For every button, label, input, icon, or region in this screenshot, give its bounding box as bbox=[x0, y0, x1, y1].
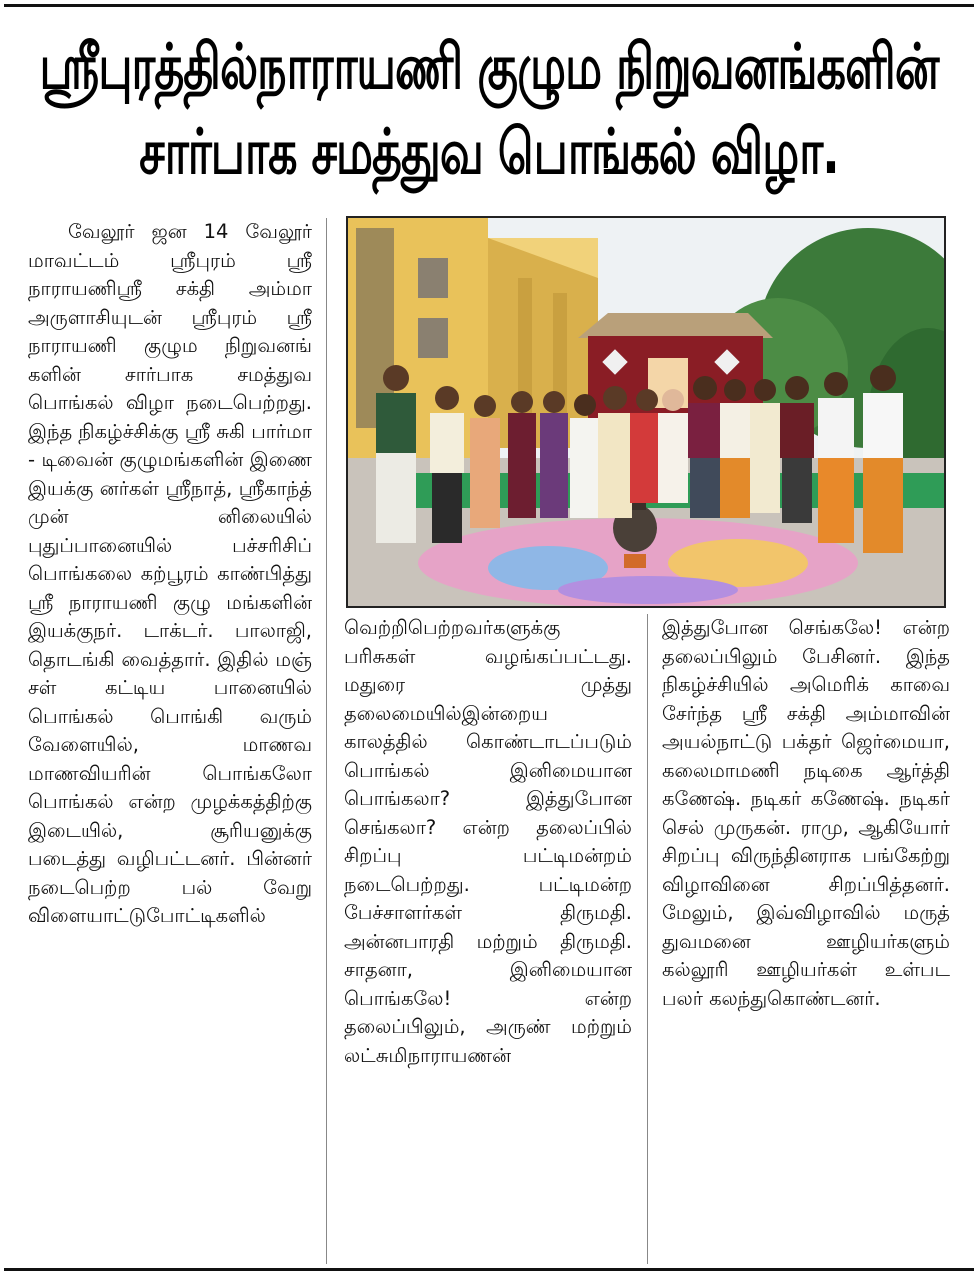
column-1-text: வேலூர் ஜன 14 வேலூர் மாவட்டம் ஸ்ரீபுரம் ஸ்ரீ நாராயணிஸ்ரீ சக்தி அம்மா அருளாசியுடன் ஸ்ரீபுரம் ஸ்ரீ நாராயணி குழும நிறுவனங் களின் சார்பாக சமத்துவ பொங்கல் விழா நடைபெற்றது. இந்த நிகழ்ச்சிக்கு ஸ்ரீ சுகி பார்மா - டிவைன் குழுமங்களின் இணை இயக்கு னர்கள் ஸ்ரீநாத், ஸ்ரீகாந்த் முன் னிலையில் புதுப்பானையில் பச்சரிசிப் பொங்கலை கற்பூரம் காண்பித்து ஸ்ரீ நாராயணி குழு மங்களின் இயக்குநர். டாக்டர். பாலாஜி, தொடங்கி வைத்தார். இதில் மஞ் சள் கட்டிய பானையில் பொங்கல் பொங்கி வரும் வேளையில், மாணவ மாணவியரின் பொங்கலோ பொங்கல் என்ற முழக்கத்திற்கு இடையில், சூரியனுக்கு படைத்து வழிபட்டனர். பின்னர் நடைபெற்ற பல் வேறு விளையாட்டுபோட்டிகளில் bbox=[28, 220, 312, 927]
column-2-text: வெற்றிபெற்றவர்களுக்கு பரிசுகள் வழங்கப்பட்டது. மதுரை முத்து தலைமையில்இன்றைய காலத்தில் கொண்டாடப்படும் பொங்கல் இனிமையான பொங்கலா? இத்துபோன செங்கலா? என்ற தலைப்பில் சிறப்பு பட்டிமன்றம் நடைபெற்றது. பட்டிமன்ற பேச்சாளர்கள் திருமதி. அன்னபாரதி மற்றும் திருமதி. சாதனா, இனிமையான பொங்கலே! என்ற தலைப்பிலும், அருண் மற்றும் லட்சுமிநாராயணன் bbox=[344, 616, 632, 1067]
column-3-text: இத்துபோன செங்கலே! என்ற தலைப்பிலும் பேசினர். இந்த நிகழ்ச்சியில் அமெரிக் காவை சேர்ந்த ஸ்ரீ சக்தி அம்மாவின் அயல்நாட்டு பக்தர் ஜெர்மையா, கலைமாமணி நடிகை ஆர்த்தி கணேஷ். நடிகர் கணேஷ். நடிகர் செல் முருகன். ராமு, ஆகியோர் சிறப்பு விருந்தினராக பங்கேற்று விழாவினை சிறப்பித்தனர். மேலும், இவ்விழாவில் மருத் துவமனை ஊழியர்களும் கல்லூரி ஊழியர்கள் உள்பட பலர் கலந்துகொண்டனர். bbox=[662, 616, 950, 1010]
article-column-2 bbox=[344, 614, 632, 1264]
top-rule bbox=[4, 4, 974, 7]
article-column-3 bbox=[662, 614, 950, 1264]
column-divider-1 bbox=[326, 218, 327, 1264]
bottom-rule bbox=[4, 1268, 974, 1271]
event-photo-illustration bbox=[348, 218, 944, 606]
article-column-1 bbox=[28, 218, 312, 1264]
event-photo bbox=[346, 216, 946, 608]
headline-line-1: ஸ்ரீபுரத்தில்நாராயணி குழும நிறுவனங்களின் bbox=[39, 30, 939, 103]
headline-line-2: சார்பாக சமத்துவ பொங்கல் விழா. bbox=[139, 115, 839, 188]
column-divider-2 bbox=[647, 614, 648, 1264]
